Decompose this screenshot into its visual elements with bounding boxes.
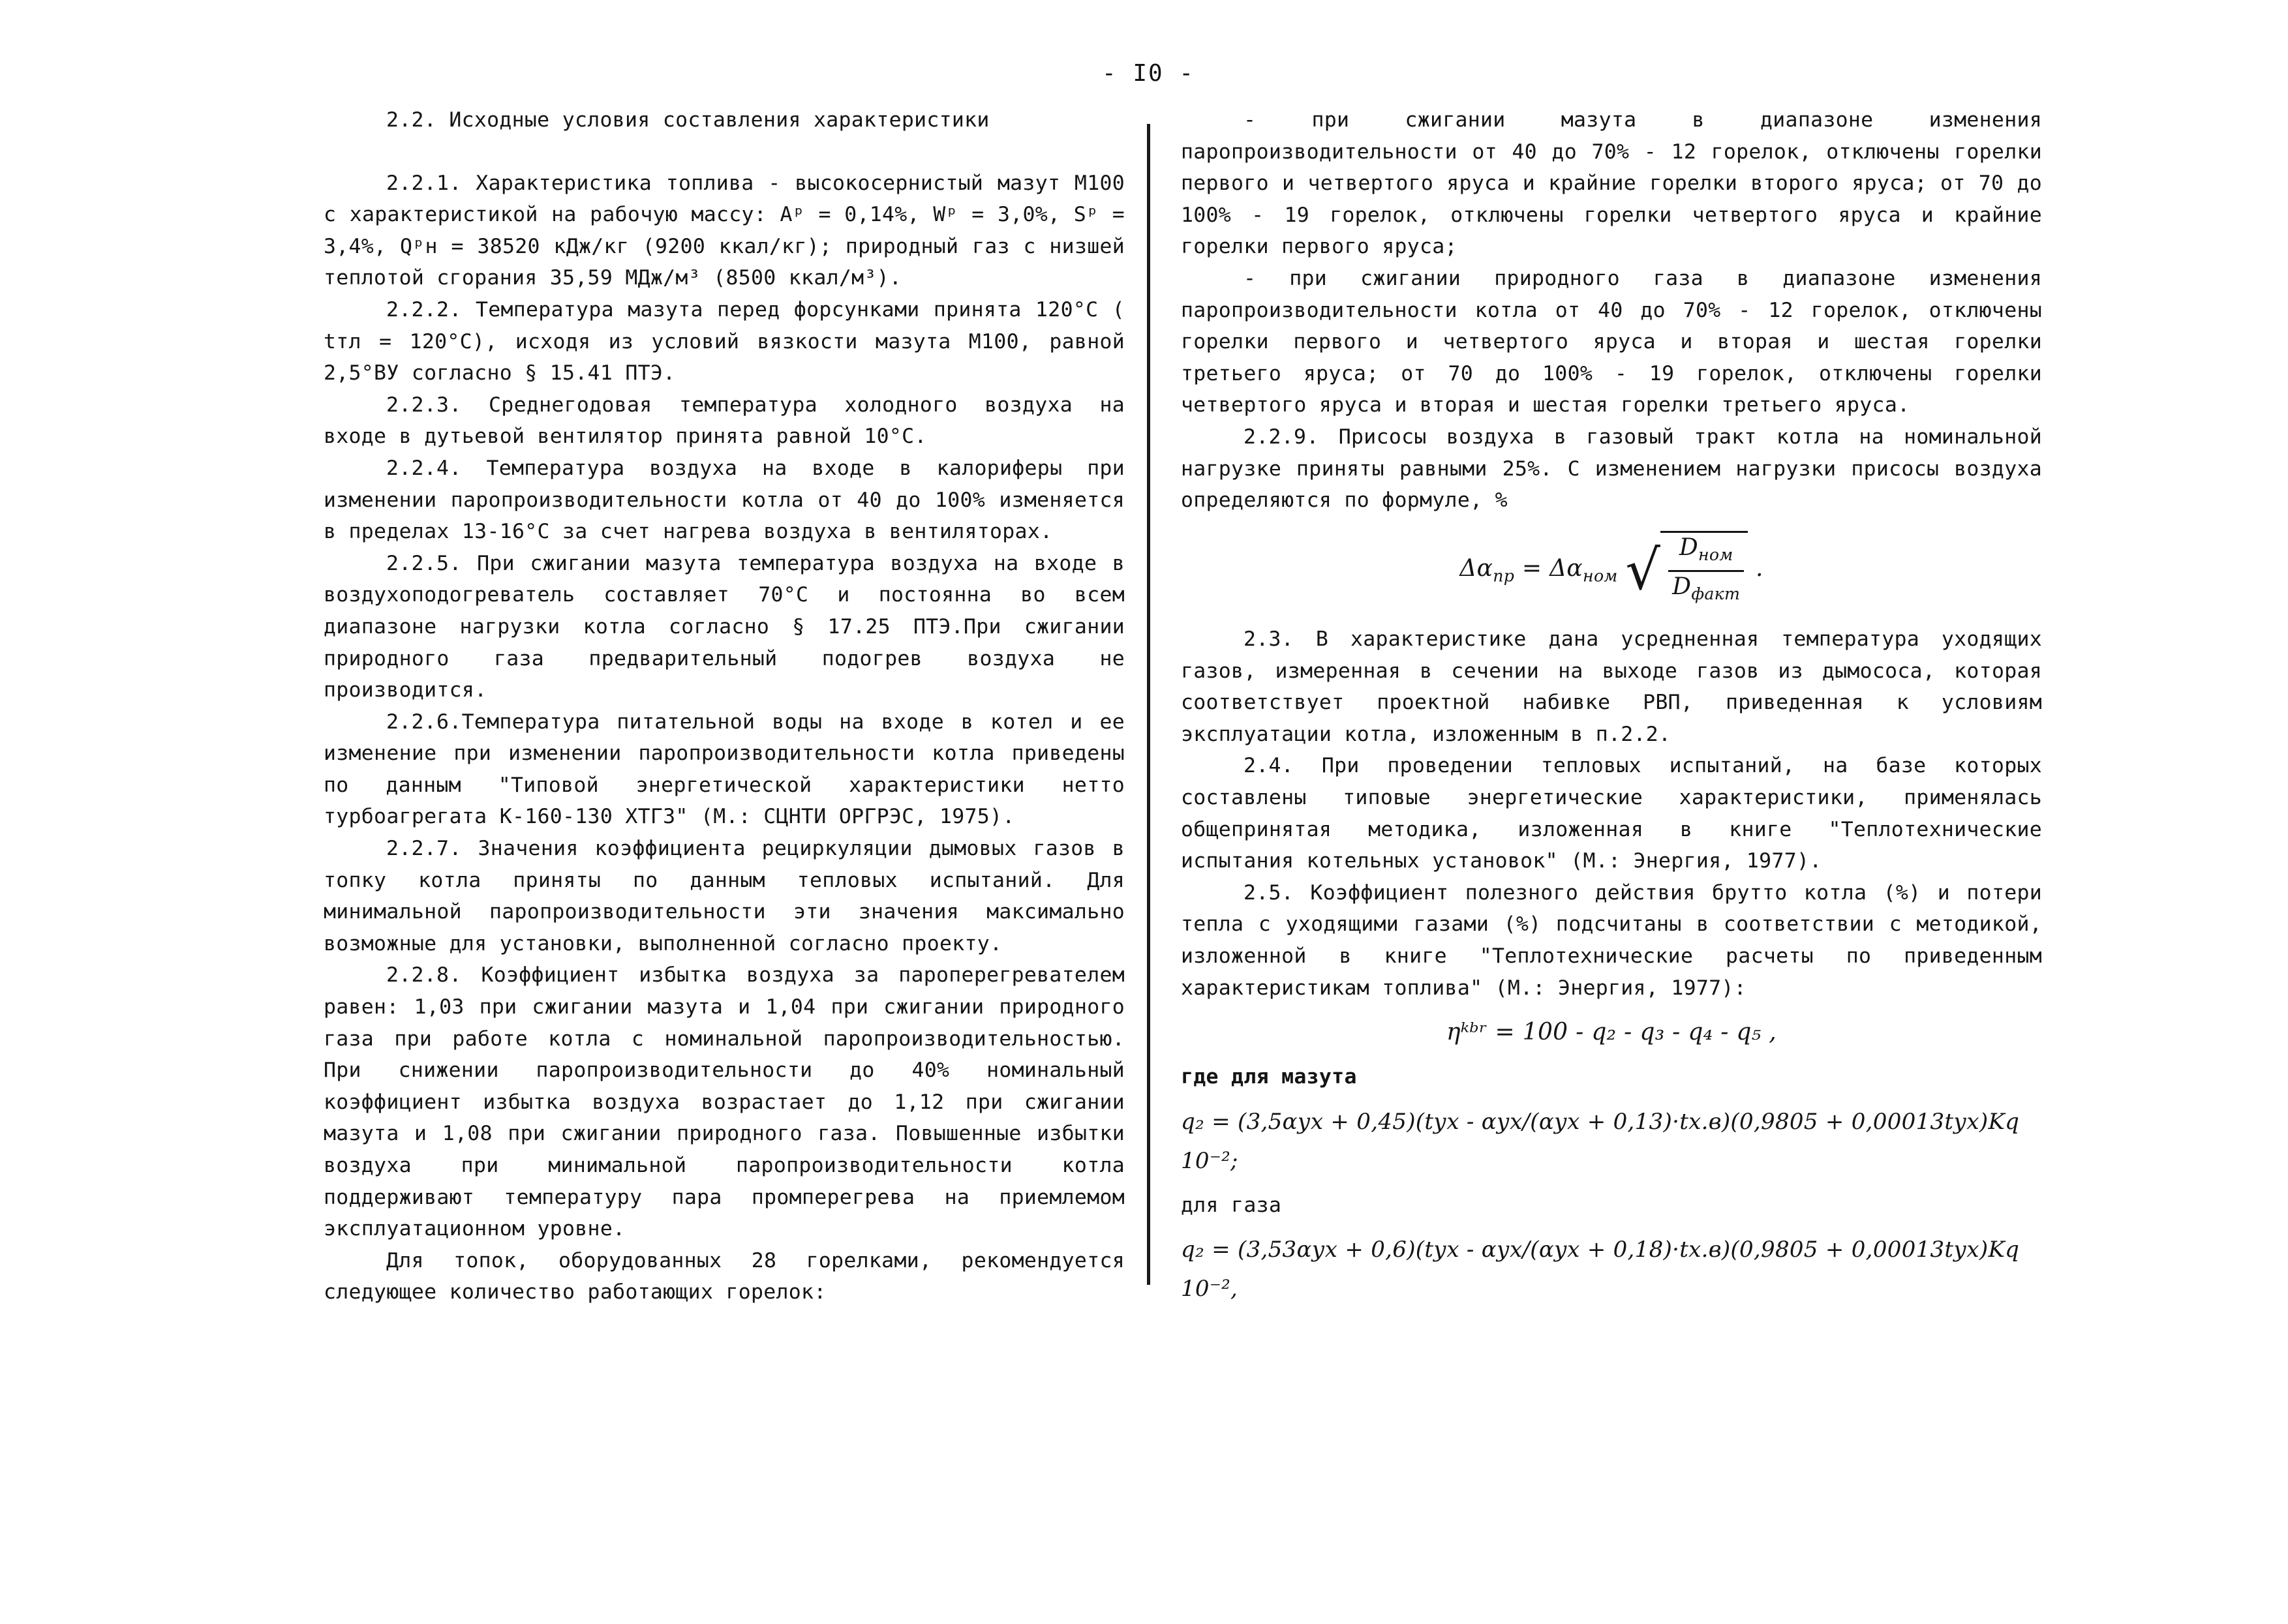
- column-divider: [1147, 124, 1150, 1285]
- paragraph-2-2-2: 2.2.2. Температура мазута перед форсунками принята 120°С ( tтл = 120°С), исходя из условий вязкости мазута М100, равной 2,5°ВУ согласно § 15.41 ПТЭ.: [324, 297, 1125, 385]
- paragraph-2-2-5: 2.2.5. При сжигании мазута температура воздуха на входе в воздухоподогреватель составляет 70°С и постоянна во всем диапазоне нагрузки котла согласно § 17.25 ПТЭ.При сжигании природного газа предварительный подогрев воздуха не производится.: [324, 551, 1125, 702]
- paragraph-2-2-4: 2.2.4. Температура воздуха на входе в калориферы при изменении паропроизводительности котла от 40 до 100% изменяется в пределах 13-16°С за счет нагрева воздуха в вентиляторах.: [324, 456, 1125, 544]
- paragraph-burners-intro: Для топок, оборудованных 28 горелками, рекомендуется следующее количество работающих горелок:: [324, 1248, 1125, 1304]
- right-column: [1181, 104, 2042, 1317]
- formula-q2-mazut: q₂ = (3,5αух + 0,45)(tух - αух/(αух + 0,13)·tх.в)(0,9805 + 0,00013tух)Kq 10⁻²;: [1181, 1108, 2020, 1174]
- section-heading: 2.2. Исходные условия составления характеристики: [386, 108, 990, 132]
- paragraph-mazut-burners: - при сжигании мазута в диапазоне изменения паропроизводительности от 40 до 70% - 12 горелок, отключены горелки первого и четвертого яруса и крайние горелки второго яруса; от 70 до 100% - 19 горелок, отключены горелки четвертого яруса и крайние горелки первого яруса;: [1181, 108, 2042, 259]
- paragraph-2-2-3: 2.2.3. Среднегодовая температура холодного воздуха на входе в дутьевой вентилятор принята равной 10°С.: [324, 393, 1125, 449]
- paragraph-2-4: 2.4. При проведении тепловых испытаний, на базе которых составлены типовые энергетические характеристики, применялась общепринятая методика, изложенная в книге "Теплотехнические испытания котельных установок" (М.: Энергия, 1977).: [1181, 754, 2042, 873]
- paragraph-2-5: 2.5. Коэффициент полезного действия брутто котла (%) и потери тепла с уходящими газами (%) подсчитаны в соответствии с методикой, изложенной в книге "Теплотехнические расчеты по приведенным характеристикам топлива" (М.: Энергия, 1977):: [1181, 880, 2042, 1000]
- paragraph-2-3: 2.3. В характеристике дана усредненная температура уходящих газов, измеренная в сечении на выходе газов из дымососа, которая соответствует проектной набивке РВП, приведенная к условиям эксплуатации котла, изложенным в п.2.2.: [1181, 627, 2042, 746]
- label-for-gas: для газа: [1181, 1193, 1282, 1217]
- paragraph-2-2-1: 2.2.1. Характеристика топлива - высокосернистый мазут М100 с характеристикой на рабочую массу: Aᵖ = 0,14%, Wᵖ = 3,0%, Sᵖ = 3,4%, Qᵖн = 38520 кДж/кг (9200 ккал/кг); природный газ с низшей теплотой сгорания 35,59 МДж/м³ (8500 ккал/м³).: [324, 171, 1125, 290]
- paragraph-2-2-7: 2.2.7. Значения коэффициента рециркуляции дымовых газов в топку котла приняты по данным тепловых испытаний. Для минимальной паропроизводительности эти значения максимально возможные для установки, выполненной согласно проекту.: [324, 837, 1125, 955]
- formula-air-infiltration: $\Delta\alpha_{пр} = \Delta\alpha_{ном}$ √ $\frac{D_{ном}}{D_{факт}}$ .: [1181, 531, 2042, 609]
- formula-efficiency: ηᵏᵇʳ = 100 - q₂ - q₃ - q₄ - q₅ ,: [1446, 1019, 1777, 1046]
- page-number: - I0 -: [1101, 60, 1195, 87]
- paragraph-2-2-8: 2.2.8. Коэффициент избытка воздуха за пароперегревателем равен: 1,03 при сжигании мазута и 1,04 при сжигании природного газа при работе котла с номинальной паропроизводительностью. При снижении паропроизводительности до 40% номинальный коэффициент избытка воздуха возрастает до 1,12 при сжигании мазута и 1,08 при сжигании природного газа. Повышенные избытки воздуха при минимальной паропроизводительности котла поддерживают температуру пара промперегрева на приемлемом эксплуатационном уровне.: [324, 963, 1125, 1241]
- paragraph-2-2-9: 2.2.9. Присосы воздуха в газовый тракт котла на номинальной нагрузке приняты равными 25%. С изменением нагрузки присосы воздуха определяются по формуле, %: [1181, 425, 2042, 513]
- formula-q2-gas: q₂ = (3,53αух + 0,6)(tух - αух/(αух + 0,18)·tх.в)(0,9805 + 0,00013tух)Kq 10⁻²,: [1181, 1237, 2020, 1302]
- paragraph-gas-burners: - при сжигании природного газа в диапазоне изменения паропроизводительности котла от 40 до 70% - 12 горелок, отключены горелки первого и четвертого яруса и вторая и шестая горелки третьего яруса; от 70 до 100% - 19 горелок, отключены горелки четвертого яруса и вторая и шестая горелки третьего яруса.: [1181, 266, 2042, 417]
- left-column: [324, 104, 1125, 1308]
- label-for-mazut: где для мазута: [1181, 1065, 1357, 1089]
- paragraph-2-2-6: 2.2.6.Температура питательной воды на входе в котел и ее изменение при изменении паропроизводительности котла приведены по данным "Типовой энергетической характеристики нетто турбоагрегата К-160-130 ХТГЗ" (М.: СЦНТИ ОРГРЭС, 1975).: [324, 710, 1125, 829]
